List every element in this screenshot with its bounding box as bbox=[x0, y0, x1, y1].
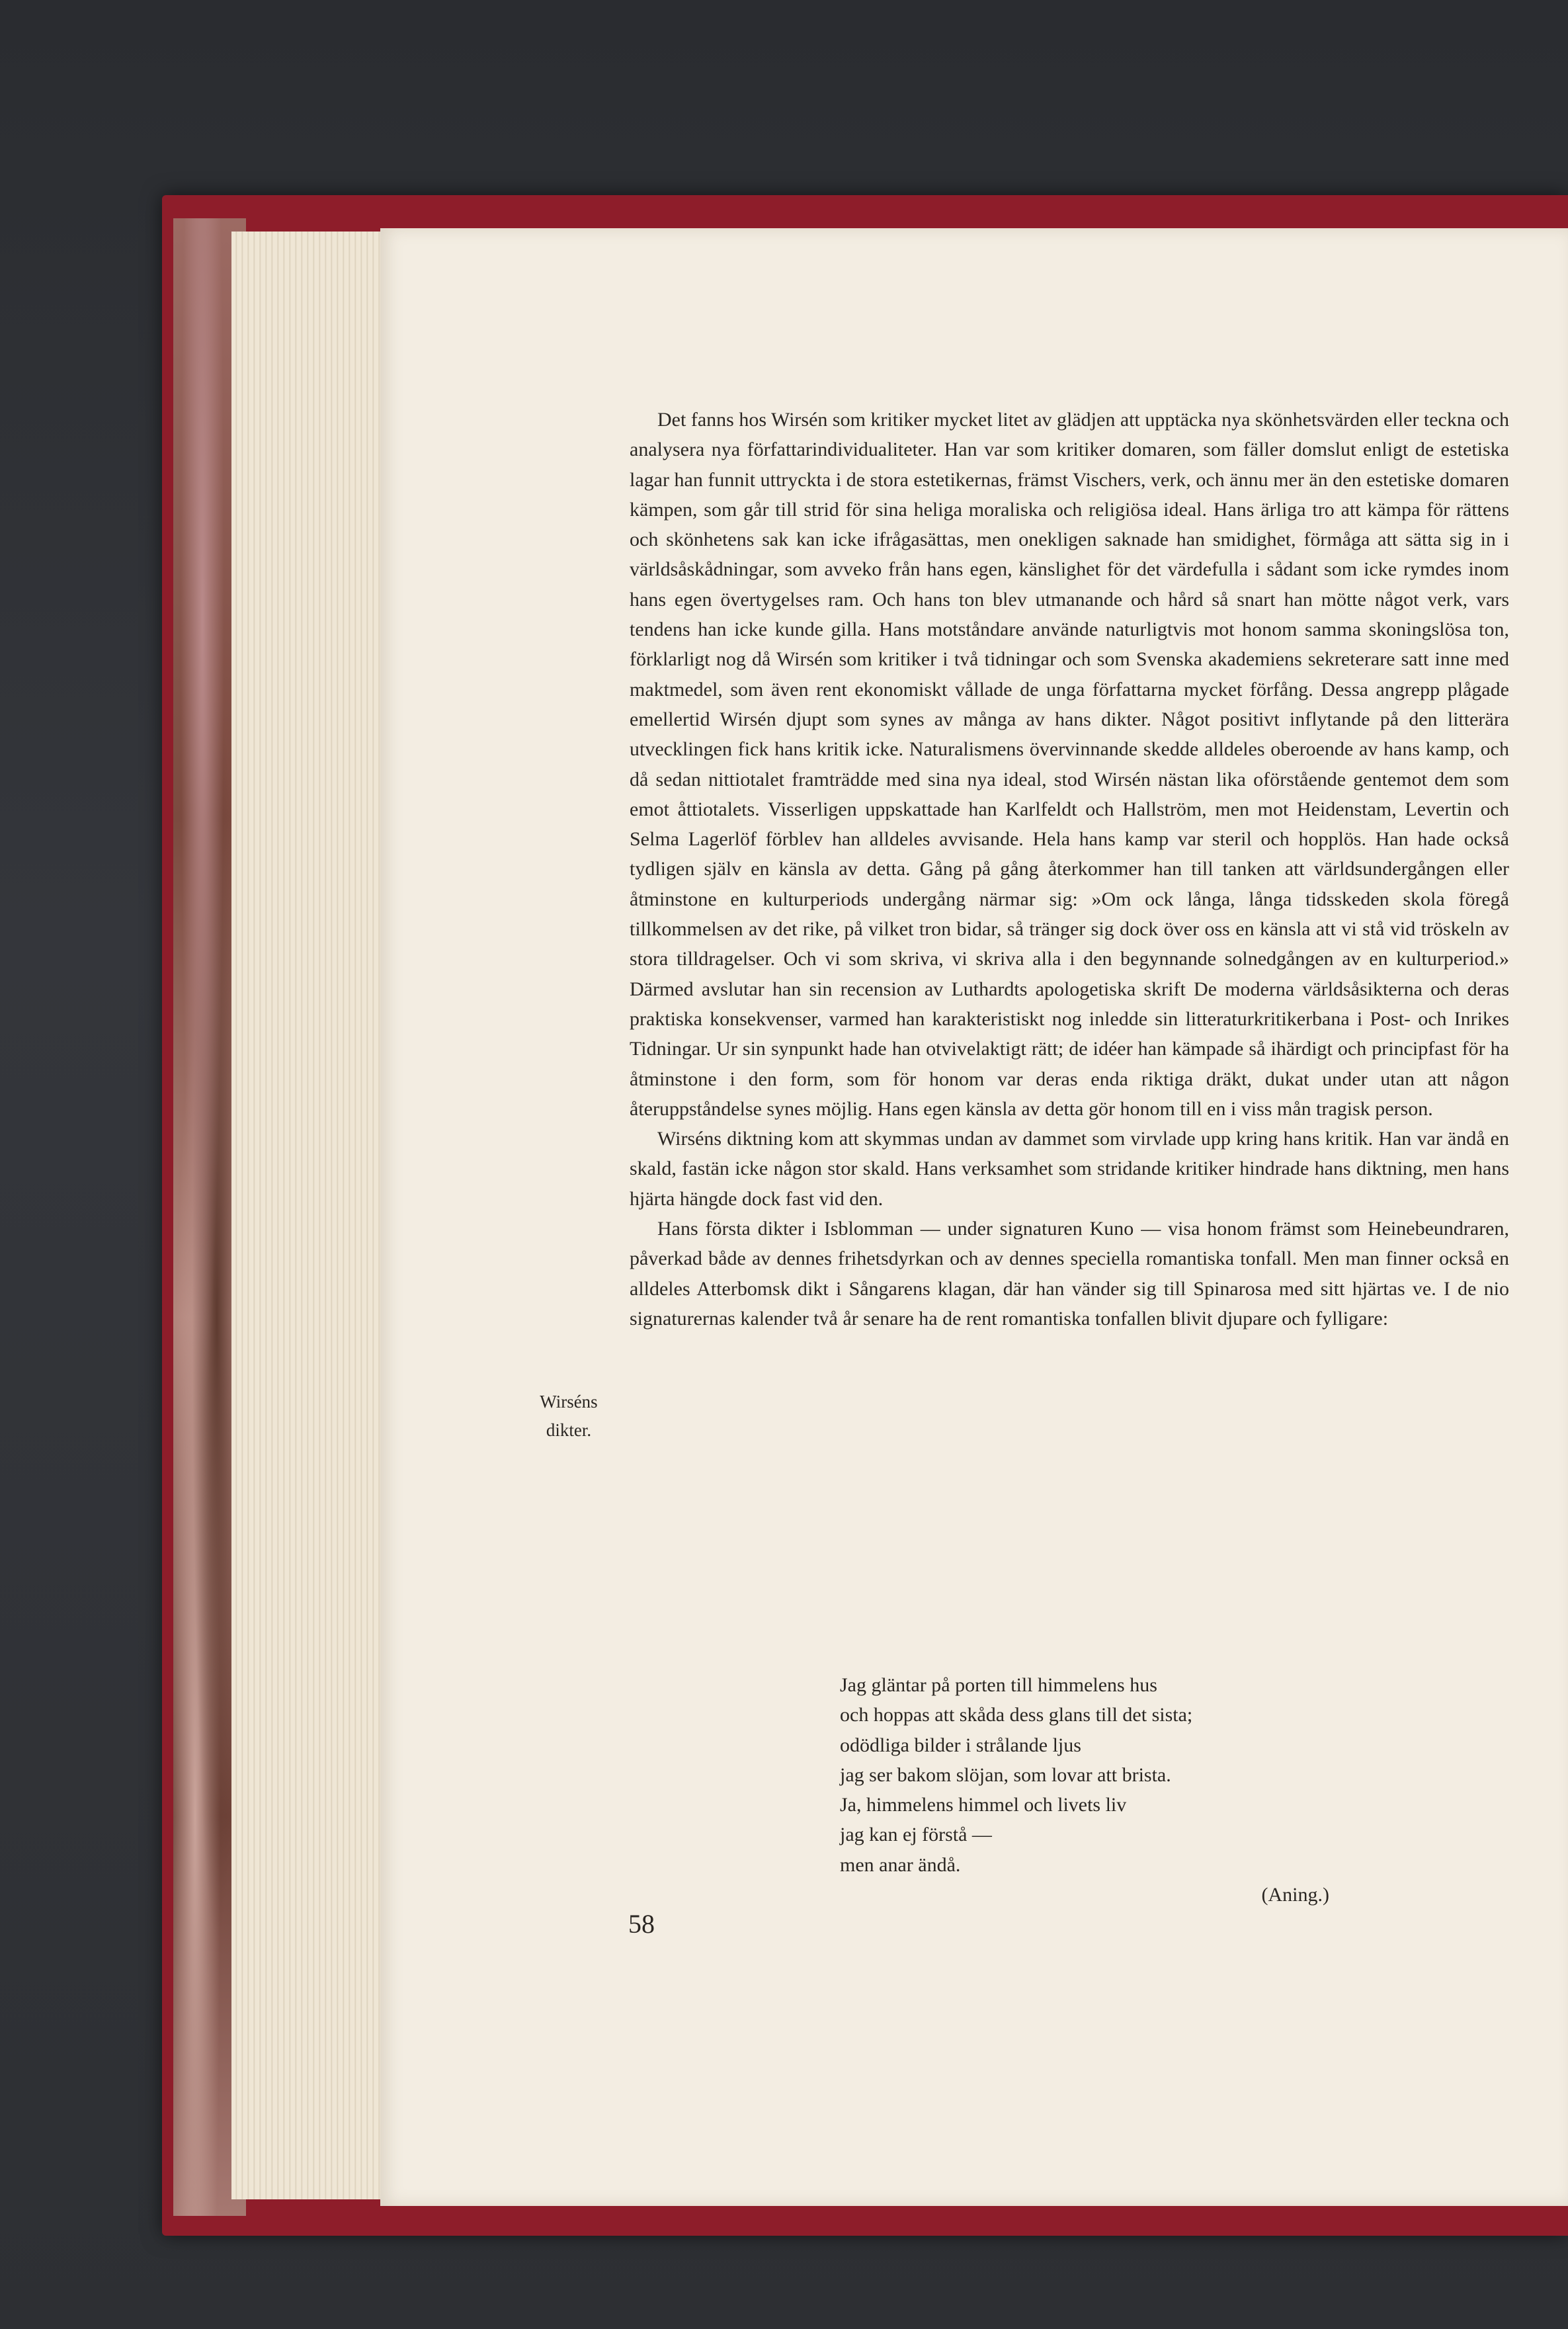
page-number: 58 bbox=[628, 1909, 655, 1939]
paragraph-2: Wirséns diktning kom att skymmas undan av dammet som virvlade upp kring hans kritik. Han var ändå en skald, fastän icke någon stor skald. Hans verksamhet som stridande kritiker hindrade hans diktning, men hans hjärta hängde dock fast vid den. bbox=[630, 1128, 1509, 1210]
paragraph-3: Hans första dikter i Isblomman — under signaturen Kuno — visa honom främst som Heinebeundraren, påverkad både av dennes frihetsdyrkan och av dennes speciella romantiska tonfall. Men man finner också en alldeles Atterbomsk dikt i Sångarens klagan, där han vänder sig till Spinarosa med sitt hjärtas ve. I de nio signaturernas kalender två år senare ha de rent romantiska tonfallen blivit djupare och fylligare: bbox=[630, 1218, 1509, 1330]
page-edges bbox=[231, 232, 385, 2199]
poem-line-5: Ja, himmelens himmel och livets liv bbox=[840, 1794, 1127, 1816]
poem-line-2: och hoppas att skåda dess glans till det sista; bbox=[840, 1704, 1193, 1726]
poem-line-1: Jag gläntar på porten till himmelens hus bbox=[840, 1674, 1157, 1696]
poem-line-7: men anar ändå. bbox=[840, 1853, 961, 1876]
margin-note: Wirséns dikter. bbox=[540, 1392, 598, 1440]
poem-line-3: odödliga bilder i strålande ljus bbox=[840, 1734, 1081, 1756]
paragraph-1: Det fanns hos Wirsén som kritiker mycket litet av glädjen att upptäcka nya skönhetsvärden eller teckna och analysera nya författarindividualiteter. Han var som kritiker domaren, som fäller domslut enligt de estetiska lagar han funnit uttryckta i de stora estetikernas, främst Vischers, verk, och ännu mer än den estetiske domaren kämpen, som går till strid för sina heliga moraliska och religiösa ideal. Hans ärliga tro att kämpa för rättens och skönhetens sak kan icke ifrågasättas, men onekligen saknade han smidighet, förmåga att sätta sig in i världsåskådningar, som avveko från hans egen, känslighet för det värdefulla i sådant som icke rymdes inom hans egen övertygelses ram. Och hans ton blev utmanande och hård så snart han mötte något verk, vars tendens han icke kunde gilla. Hans motståndare använde naturligtvis mot honom samma skoningslösa ton, förklarligt nog då Wirsén som kritiker i två tidningar och som Svenska akademiens sekreterare satt inne med maktmedel, som även rent ekonomiskt vållade de unga författarna mycket förfång. Dessa angrepp plågade emellertid Wirsén djupt som synes av många av hans dikter. Något positivt inflytande på den litterära utvecklingen fick hans kritik icke. Naturalismens övervinnande skedde alldeles oberoende av hans kamp, och då sedan nittiotalet framträdde med sina nya ideal, stod Wirsén nästan lika oförstående gentemot dem som emot åttiotalets. Visserligen uppskattade han Karlfeldt och Hallström, men mot Heidenstam, Levertin och Selma Lagerlöf förblev han alldeles avvisande. Hela hans kamp var steril och hopplös. Han hade också tydligen själv en känsla av detta. Gång på gång återkommer han till tanken att världsundergången eller åtminstone en kulturperiods undergång närmar sig: »Om ock långa, långa tidsskeden skola föregå tillkommelsen av det rike, på vilket tron bidar, så tränger sig dock över oss en känsla att vi stå vid tröskeln av stora tilldragelser. Och vi som skriva, vi skriva alla i den begynnande solnedgången av en kulturperiod.» Därmed avslutar han sin recension av Luthardts apologetiska skrift De moderna världsåsikterna och deras praktiska konsekvenser, varmed han karakteristiskt nog inledde sin litteraturkritikerbana i Post- och Inrikes Tidningar. Ur sin synpunkt hade han otvivelaktigt rätt; de idéer han kämpade så ihärdigt och principfast för ha åtminstone i den form, som för honom var deras enda riktiga dräkt, dukat under utan att någon återuppståndelse synes möjlig. Hans egen känsla av detta gör honom till en i viss mån tragisk person. bbox=[630, 409, 1509, 1120]
poem-line-4: jag ser bakom slöjan, som lovar att brista. bbox=[840, 1763, 1171, 1786]
poem bbox=[840, 1670, 1356, 1910]
poem-attribution: (Aning.) bbox=[1261, 1884, 1329, 1906]
body-text bbox=[630, 405, 1509, 1334]
poem-line-6: jag kan ej förstå — bbox=[840, 1824, 992, 1846]
